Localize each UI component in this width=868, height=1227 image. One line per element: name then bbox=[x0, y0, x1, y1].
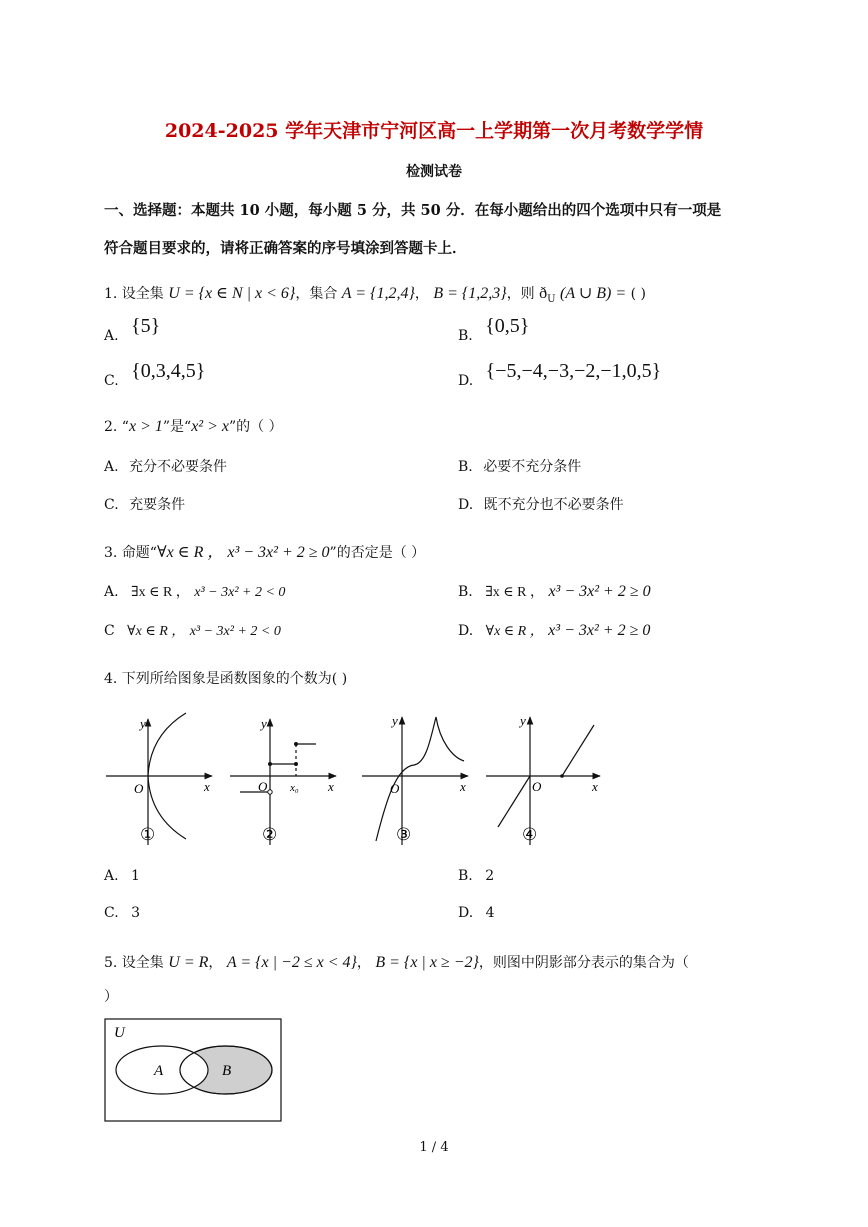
q2-option-c bbox=[104, 494, 185, 514]
document-title: 2024-2025 学年天津市宁河区高一上学期第一次月考数学学情 bbox=[164, 120, 704, 142]
q4-option-b bbox=[458, 868, 494, 884]
graph-2 bbox=[230, 719, 336, 845]
q5-set-a: A = {x | −2 ≤ x < 4} bbox=[226, 954, 357, 971]
q1-option-a-label: A. bbox=[104, 328, 119, 344]
q5-universal-set: U = R bbox=[168, 954, 209, 971]
q2-option-a-text: 充分不必要条件 bbox=[129, 459, 228, 475]
q2-post: ”的（ ） bbox=[229, 419, 283, 435]
q1-universal-set: U = {x ∈ N | x < 6} bbox=[168, 285, 296, 302]
q4-graphs bbox=[100, 705, 620, 855]
q3-option-c-quantifier: ∀x ∈ R ， bbox=[127, 624, 186, 639]
q4-option-c bbox=[104, 905, 140, 921]
q3-option-d-quantifier: ∀x ∈ R ， bbox=[485, 624, 544, 639]
graph-3-y-label: y bbox=[392, 713, 398, 728]
q1-option-a bbox=[104, 315, 161, 346]
q3-option-a-text: x³ − 3x² + 2 < 0 bbox=[194, 585, 286, 600]
q4-option-d-text: 4 bbox=[485, 905, 495, 921]
graph-4-x-label: x bbox=[592, 779, 598, 794]
graph-4-y-label: y bbox=[520, 713, 526, 728]
q1-option-d bbox=[458, 360, 662, 391]
question-3 bbox=[104, 539, 425, 562]
graph-2-x-label: x bbox=[328, 779, 334, 794]
page-number: 1 / 4 bbox=[419, 1140, 449, 1155]
q4-option-a-label: A. bbox=[104, 868, 119, 884]
q2-condition-1: x > 1 bbox=[128, 418, 163, 435]
graph-3-origin: O bbox=[390, 781, 400, 796]
q4-option-d bbox=[458, 905, 495, 921]
q3-option-a-label: A. bbox=[104, 584, 119, 600]
q3-option-d-text: x³ − 3x² + 2 ≥ 0 bbox=[548, 622, 651, 639]
q2-option-a-label: A. bbox=[104, 459, 119, 475]
graph-2-open-dot bbox=[268, 790, 272, 794]
graph-4-origin: O bbox=[532, 779, 542, 794]
q4-option-a bbox=[104, 868, 140, 884]
q3-prefix: 3. 命题“ bbox=[104, 545, 157, 561]
graph-4 bbox=[486, 717, 600, 845]
q2-option-a bbox=[104, 456, 227, 476]
graph-3-number: ③ bbox=[396, 825, 412, 844]
graph-1-x-label: x bbox=[204, 779, 210, 794]
question-2 bbox=[104, 416, 283, 436]
q5-venn-diagram bbox=[104, 1018, 284, 1124]
q2-option-b bbox=[458, 456, 581, 476]
q3-option-c-text: x³ − 3x² + 2 < 0 bbox=[189, 624, 281, 639]
graph-4-dot bbox=[560, 774, 564, 778]
q3-option-b bbox=[458, 581, 651, 601]
q2-option-b-label: B. bbox=[458, 459, 473, 475]
graph-4-number: ④ bbox=[522, 825, 538, 844]
q1-set-b: B = {1,2,3} bbox=[433, 285, 507, 302]
q1-prefix: 1. 设全集 bbox=[104, 286, 164, 302]
q2-prefix: 2. “ bbox=[104, 419, 129, 435]
graph-1-y-label: y bbox=[140, 716, 146, 731]
q2-option-d bbox=[458, 494, 624, 514]
q3-option-b-text: x³ − 3x² + 2 ≥ 0 bbox=[548, 583, 651, 600]
q1-option-c-label: C. bbox=[104, 373, 119, 389]
q3-option-c-label: C bbox=[104, 623, 115, 639]
q3-option-b-label: B. bbox=[458, 584, 473, 600]
q1-sep: ， bbox=[414, 286, 429, 302]
document-subtitle: 检测试卷 bbox=[406, 164, 462, 180]
q5-sep2: ， bbox=[356, 955, 371, 971]
q1-option-c-text: {0,3,4,5} bbox=[131, 360, 206, 382]
q1-set-a: A = {1,2,4} bbox=[341, 285, 415, 302]
venn-b-label: B bbox=[222, 1063, 232, 1079]
graph-1 bbox=[106, 713, 212, 845]
q2-option-c-label: C. bbox=[104, 497, 119, 513]
q3-post: ”的否定是（ ） bbox=[329, 545, 426, 561]
q5-set-b: B = {x | x ≥ −2} bbox=[375, 954, 479, 971]
q3-option-a bbox=[104, 581, 285, 601]
q4-option-c-text: 3 bbox=[131, 905, 141, 921]
q1-complement-sub: U bbox=[547, 293, 556, 305]
q3-option-a-quantifier: ∃x ∈ R ， bbox=[131, 585, 190, 600]
graph-2-origin: O bbox=[258, 779, 268, 794]
q1-mid1: ，集合 bbox=[295, 286, 338, 302]
graph-3-x-label: x bbox=[460, 779, 466, 794]
q3-option-b-quantifier: ∃x ∈ R ， bbox=[485, 585, 544, 600]
q1-option-b bbox=[458, 315, 530, 346]
q4-option-c-label: C. bbox=[104, 905, 119, 921]
venn-u-label: U bbox=[114, 1025, 125, 1041]
venn-a-label: A bbox=[154, 1063, 164, 1079]
graph-2-y-label: y bbox=[261, 716, 267, 731]
q1-expression: (A ∪ B) = bbox=[560, 285, 627, 302]
q5-post: ，则图中阴影部分表示的集合为（ bbox=[478, 955, 689, 971]
q1-option-a-text: {5} bbox=[131, 315, 161, 337]
q1-option-b-text: {0,5} bbox=[485, 315, 530, 337]
q5-prefix: 5. 设全集 bbox=[104, 955, 164, 971]
section-heading-line2: 符合题目要求的，请将正确答案的序号填涂到答题卡上． bbox=[104, 240, 467, 257]
graph-2-number: ② bbox=[262, 825, 278, 844]
graph-1-number: ① bbox=[140, 825, 156, 844]
q4-option-b-label: B. bbox=[458, 868, 473, 884]
q2-option-d-label: D. bbox=[458, 497, 474, 513]
q4-option-b-text: 2 bbox=[485, 868, 495, 884]
q4-option-d-label: D. bbox=[458, 905, 474, 921]
q2-mid: ”是“ bbox=[162, 419, 192, 435]
q1-option-d-label: D. bbox=[458, 373, 474, 389]
q5-line2: ） bbox=[104, 989, 118, 1005]
q3-option-d bbox=[458, 620, 650, 640]
q1-answer-paren: ( ) bbox=[630, 286, 646, 302]
graph-1-origin: O bbox=[134, 781, 144, 796]
question-4: 4. 下列所给图象是函数图象的个数为( ) bbox=[104, 671, 348, 687]
graph-3 bbox=[362, 717, 468, 845]
q1-mid2: ，则 bbox=[506, 286, 535, 302]
section-heading-line1: 一、选择题：本题共 10 小题，每小题 5 分，共 50 分．在每小题给出的四个选项中只有一项是 bbox=[104, 202, 722, 219]
q2-option-b-text: 必要不充分条件 bbox=[483, 459, 582, 475]
q4-option-a-text: 1 bbox=[131, 868, 140, 884]
q2-option-c-text: 充要条件 bbox=[129, 497, 186, 513]
q2-condition-2: x² > x bbox=[191, 418, 229, 435]
question-1 bbox=[104, 283, 646, 305]
question-5 bbox=[104, 952, 689, 972]
q3-option-d-label: D. bbox=[458, 623, 474, 639]
graph-2-x0-label: x₀ bbox=[290, 782, 299, 794]
q1-option-c bbox=[104, 360, 206, 391]
q1-option-d-text: {−5,−4,−3,−2,−1,0,5} bbox=[485, 360, 662, 382]
q3-proposition: ∀x ∈ R ， x³ − 3x² + 2 ≥ 0 bbox=[156, 544, 330, 561]
graph-2-dot-2 bbox=[294, 762, 298, 766]
q1-complement-symbol: ð bbox=[539, 285, 548, 302]
graph-2-dot-1 bbox=[268, 762, 272, 766]
q2-option-d-text: 既不充分也不必要条件 bbox=[483, 497, 624, 513]
graph-2-dot-3 bbox=[294, 742, 298, 746]
q1-option-b-label: B. bbox=[458, 328, 473, 344]
q3-option-c bbox=[104, 620, 281, 640]
q5-sep1: ， bbox=[208, 955, 223, 971]
